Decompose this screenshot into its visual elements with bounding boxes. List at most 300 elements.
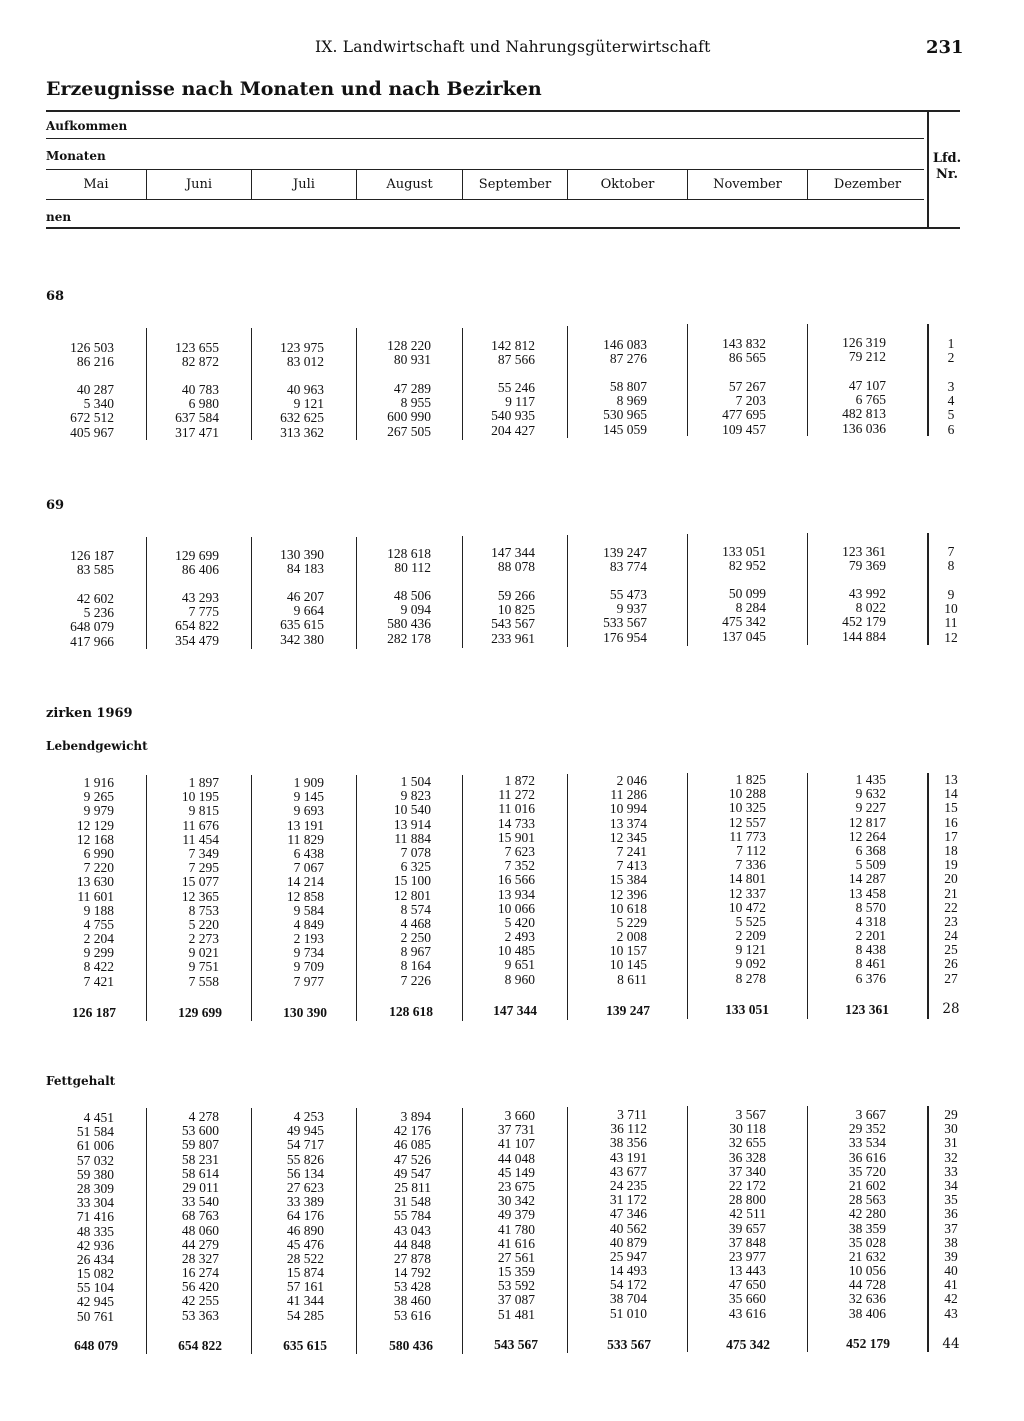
data-column-august: [357, 775, 431, 988]
total-mai: 648 079: [74, 1338, 118, 1353]
header-lfd: Lfd.: [932, 151, 962, 166]
cell: 13 458: [848, 885, 886, 901]
cell: 176 954: [603, 629, 647, 645]
cell: 12 365: [181, 888, 219, 904]
cell: 6 980: [188, 396, 219, 412]
data-column-juli: [252, 548, 324, 576]
cell: 86 216: [76, 354, 114, 370]
row-number: 15: [944, 800, 958, 816]
cell: 2 201: [855, 928, 886, 944]
cell: 123 655: [175, 340, 219, 355]
cell: 54 717: [286, 1137, 324, 1153]
row-number: 3: [947, 379, 955, 394]
cell: 42 176: [393, 1123, 431, 1139]
cell: 13 934: [497, 886, 535, 902]
cell: 28 522: [286, 1250, 324, 1266]
cell: 2 493: [504, 929, 535, 945]
cell: 39 657: [728, 1220, 766, 1236]
cell: 1 825: [735, 772, 766, 787]
cell: 2 008: [616, 929, 647, 945]
data-column-juni: [147, 341, 219, 369]
cell: 14 801: [728, 871, 766, 887]
cell: 68 763: [181, 1208, 219, 1224]
cell: 35 028: [848, 1234, 886, 1250]
cell: 41 616: [497, 1235, 535, 1251]
cell: 8 969: [616, 393, 647, 409]
cell: 29 011: [182, 1179, 219, 1195]
cell: 8 164: [400, 958, 431, 974]
month-header-mai: Mai: [83, 177, 109, 192]
cell: 475 342: [722, 614, 766, 630]
running-title: IX. Landwirtschaft und Nahrungsgüterwirtschaft: [315, 38, 711, 56]
cell: 4 849: [293, 916, 324, 932]
cell: 53 428: [393, 1279, 431, 1295]
cell: 2 209: [735, 928, 766, 944]
cell: 12 858: [286, 888, 324, 904]
sub-label-fettgehalt: Fettgehalt: [46, 1074, 116, 1088]
cell: 14 792: [393, 1265, 431, 1281]
data-column-oktober: [568, 338, 647, 366]
cell: 8 438: [855, 942, 886, 958]
cell: 7 352: [504, 858, 535, 874]
lfd-column: [936, 773, 966, 986]
row-number: 17: [944, 828, 958, 844]
cell: 11 454: [182, 831, 219, 847]
cell: 147 344: [491, 545, 535, 560]
section-label-bezirke: zirken 1969: [46, 706, 133, 721]
cell: 27 561: [497, 1249, 535, 1265]
cell: 9 734: [293, 945, 324, 961]
data-column-dezember: [808, 1108, 886, 1321]
cell: 15 359: [497, 1264, 535, 1280]
cell: 58 807: [609, 379, 647, 394]
cell: 7 775: [188, 604, 219, 620]
total-august: 128 618: [389, 1004, 433, 1019]
cell: 31 548: [393, 1194, 431, 1210]
lfd-column: [936, 588, 966, 645]
cell: 452 179: [842, 614, 886, 630]
cell: 9 693: [293, 803, 324, 819]
row-number: 20: [944, 871, 958, 887]
lfd-column: [936, 545, 966, 573]
cell: 42 511: [729, 1206, 766, 1222]
cell: 144 884: [842, 628, 886, 644]
header-nr: Nr.: [935, 167, 959, 182]
row-number: 5: [947, 407, 955, 423]
cell: 47 346: [609, 1206, 647, 1222]
cell: 55 473: [609, 587, 647, 602]
cell: 38 359: [848, 1220, 886, 1236]
data-column-november: [688, 773, 766, 986]
total-juni: 654 822: [178, 1338, 222, 1353]
cell: 42 280: [848, 1206, 886, 1222]
cell: 580 436: [387, 616, 431, 632]
cell: 49 945: [286, 1123, 324, 1139]
cell: 126 319: [842, 335, 886, 350]
cell: 10 825: [497, 602, 535, 618]
data-column-september: [463, 589, 535, 646]
cell: 3 894: [400, 1109, 431, 1124]
cell: 80 931: [393, 352, 431, 368]
cell: 83 012: [286, 354, 324, 370]
row-number: 44: [942, 1336, 960, 1352]
cell: 16 274: [181, 1265, 219, 1281]
cell: 54 285: [286, 1307, 324, 1323]
cell: 40 562: [609, 1220, 647, 1236]
cell: 41 780: [497, 1221, 535, 1237]
cell: 129 699: [175, 548, 219, 563]
cell: 136 036: [842, 420, 886, 436]
data-column-juli: [252, 1110, 324, 1323]
row-number: 40: [944, 1263, 958, 1279]
cell: 9 709: [293, 959, 324, 975]
total-november: 133 051: [725, 1002, 769, 1017]
cell: 11 829: [287, 831, 324, 847]
cell: 58 614: [181, 1165, 219, 1181]
cell: 482 813: [842, 406, 886, 422]
data-column-juli: [252, 383, 324, 440]
cell: 6 438: [293, 845, 324, 861]
row-number: 16: [944, 814, 958, 830]
cell: 10 472: [728, 899, 766, 915]
cell: 16 566: [497, 872, 535, 888]
total-juli: 130 390: [283, 1005, 327, 1020]
cell: 2 204: [83, 931, 114, 947]
total-mai: 126 187: [72, 1005, 116, 1020]
cell: 32 636: [848, 1291, 886, 1307]
month-header-juli: Juli: [293, 177, 315, 192]
cell: 21 602: [848, 1177, 886, 1193]
cell: 53 600: [181, 1123, 219, 1139]
data-column-juni: [147, 1110, 219, 1323]
cell: 1 872: [504, 773, 535, 788]
cell: 15 384: [609, 872, 647, 888]
cell: 47 650: [728, 1277, 766, 1293]
data-column-mai: [46, 1111, 114, 1324]
cell: 7 623: [504, 843, 535, 859]
cell: 23 675: [497, 1178, 535, 1194]
cell: 83 585: [76, 562, 114, 578]
data-column-dezember: [808, 545, 886, 573]
row-number: 33: [944, 1163, 958, 1179]
section-label-69: 69: [46, 498, 65, 513]
cell: 10 485: [497, 943, 535, 959]
month-header-september: September: [478, 177, 552, 192]
cell: 53 616: [393, 1307, 431, 1323]
cell: 9 021: [188, 945, 219, 961]
header-monaten: Monaten: [46, 149, 106, 163]
cell: 40 879: [609, 1234, 647, 1250]
cell: 317 471: [175, 424, 219, 440]
cell: 204 427: [491, 422, 535, 438]
cell: 7 977: [293, 973, 324, 989]
cell: 44 048: [497, 1150, 535, 1166]
data-column-oktober: [568, 588, 647, 645]
cell: 7 421: [83, 973, 114, 989]
cell: 15 100: [393, 873, 431, 889]
cell: 8 967: [400, 944, 431, 960]
cell: 28 309: [76, 1180, 114, 1196]
cell: 6 765: [855, 392, 886, 408]
row-number: 29: [944, 1107, 958, 1122]
cell: 2 273: [188, 931, 219, 947]
cell: 9 117: [505, 394, 535, 410]
lfd-rule: [927, 1106, 929, 1352]
row-number: 27: [944, 970, 958, 986]
row-number: 10: [944, 601, 958, 617]
data-column-juli: [252, 590, 324, 647]
cell: 56 134: [286, 1165, 324, 1181]
row-number: 22: [944, 899, 958, 915]
cell: 47 107: [848, 378, 886, 393]
cell: 10 066: [497, 900, 535, 916]
total-august: 580 436: [389, 1338, 433, 1353]
row-number: 31: [944, 1135, 958, 1151]
cell: 51 584: [76, 1124, 114, 1140]
cell: 7 349: [188, 845, 219, 861]
data-column-september: [463, 339, 535, 367]
cell: 12 264: [848, 828, 886, 844]
cell: 6 368: [855, 842, 886, 858]
cell: 45 476: [286, 1236, 324, 1252]
cell: 3 711: [617, 1107, 647, 1122]
cell: 10 195: [181, 789, 219, 805]
cell: 14 287: [848, 871, 886, 887]
cell: 53 363: [181, 1307, 219, 1323]
cell: 9 227: [855, 800, 886, 816]
cell: 87 276: [609, 351, 647, 367]
month-header-november: November: [713, 177, 782, 192]
cell: 24 235: [609, 1177, 647, 1193]
cell: 28 563: [848, 1192, 886, 1208]
cell: 45 149: [497, 1164, 535, 1180]
cell: 10 994: [609, 801, 647, 817]
cell: 4 253: [293, 1109, 324, 1124]
cell: 8 422: [83, 959, 114, 975]
cell: 146 083: [603, 337, 647, 352]
cell: 233 961: [491, 630, 535, 646]
cell: 7 112: [736, 842, 766, 858]
cell: 50 761: [76, 1308, 114, 1324]
cell: 14 493: [609, 1263, 647, 1279]
cell: 83 774: [609, 559, 647, 575]
cell: 145 059: [603, 421, 647, 437]
cell: 14 214: [286, 874, 324, 890]
cell: 15 901: [497, 829, 535, 845]
cell: 8 284: [735, 600, 766, 616]
cell: 42 936: [76, 1237, 114, 1253]
cell: 4 278: [188, 1109, 219, 1124]
cell: 58 231: [181, 1151, 219, 1167]
cell: 57 267: [728, 379, 766, 394]
data-column-august: [357, 547, 431, 575]
cell: 41 107: [497, 1136, 535, 1152]
header-rule-1: [46, 138, 924, 139]
header-rule-2: [46, 169, 924, 170]
cell: 42 255: [181, 1293, 219, 1309]
cell: 137 045: [722, 628, 766, 644]
month-header-august: August: [386, 177, 433, 192]
cell: 540 935: [491, 408, 535, 424]
data-column-juli: [252, 776, 324, 989]
cell: 44 728: [848, 1277, 886, 1293]
row-number: 28: [942, 1001, 960, 1017]
cell: 8 570: [855, 899, 886, 915]
header-top-rule: [46, 110, 960, 112]
cell: 47 289: [393, 381, 431, 396]
total-juli: 635 615: [283, 1338, 327, 1353]
cell: 36 616: [848, 1149, 886, 1165]
total-september: 147 344: [493, 1003, 537, 1018]
cell: 9 188: [83, 902, 114, 918]
cell: 57 032: [76, 1152, 114, 1168]
cell: 4 755: [83, 916, 114, 932]
header-bottom-rule: [46, 227, 960, 229]
month-header-dezember: Dezember: [833, 177, 902, 192]
cell: 9 121: [735, 942, 766, 958]
cell: 5 420: [504, 914, 535, 930]
row-number: 32: [944, 1149, 958, 1165]
cell: 12 337: [728, 885, 766, 901]
cell: 38 406: [848, 1305, 886, 1321]
cell: 8 574: [400, 901, 431, 917]
row-number: 34: [944, 1177, 958, 1193]
cell: 59 807: [181, 1137, 219, 1153]
cell: 33 534: [848, 1135, 886, 1151]
cell: 9 815: [188, 803, 219, 819]
cell: 44 279: [181, 1236, 219, 1252]
data-column-september: [463, 774, 535, 987]
cell: 28 327: [181, 1250, 219, 1266]
lfd-column: [936, 380, 966, 437]
row-number: 4: [947, 393, 955, 409]
cell: 530 965: [603, 407, 647, 423]
cell: 142 812: [491, 338, 535, 353]
cell: 354 479: [175, 632, 219, 648]
page-title: Erzeugnisse nach Monaten und nach Bezirken: [46, 78, 542, 100]
cell: 82 872: [181, 354, 219, 370]
cell: 29 352: [848, 1121, 886, 1137]
cell: 313 362: [280, 424, 324, 440]
row-number: 24: [944, 928, 958, 944]
cell: 7 220: [83, 860, 114, 876]
data-column-dezember: [808, 336, 886, 364]
cell: 6 376: [855, 970, 886, 986]
cell: 40 963: [286, 382, 324, 397]
cell: 7 413: [616, 858, 647, 874]
cell: 3 660: [504, 1108, 535, 1123]
cell: 51 481: [497, 1306, 535, 1322]
row-number: 39: [944, 1248, 958, 1264]
cell: 133 051: [722, 544, 766, 559]
cell: 9 823: [400, 788, 431, 804]
cell: 417 966: [70, 633, 114, 649]
cell: 88 078: [497, 559, 535, 575]
cell: 8 022: [855, 600, 886, 616]
cell: 40 287: [76, 382, 114, 397]
cell: 9 979: [83, 803, 114, 819]
cell: 5 229: [616, 914, 647, 930]
cell: 5 236: [83, 605, 114, 621]
data-column-dezember: [808, 773, 886, 986]
cell: 71 416: [76, 1209, 114, 1225]
row-number: 12: [944, 629, 958, 645]
cell: 43 616: [728, 1305, 766, 1321]
cell: 10 288: [728, 786, 766, 802]
cell: 43 191: [609, 1149, 647, 1165]
cell: 632 625: [280, 410, 324, 426]
cell: 13 443: [728, 1263, 766, 1279]
cell: 126 187: [70, 548, 114, 563]
cell: 48 335: [76, 1223, 114, 1239]
cell: 13 191: [286, 817, 324, 833]
cell: 12 801: [393, 887, 431, 903]
header-rule-3: [46, 199, 924, 200]
cell: 54 172: [609, 1277, 647, 1293]
cell: 4 318: [855, 913, 886, 929]
cell: 79 369: [848, 558, 886, 574]
data-column-oktober: [568, 1108, 647, 1321]
cell: 59 380: [76, 1166, 114, 1182]
total-oktober: 139 247: [606, 1003, 650, 1018]
lfd-rule: [927, 324, 929, 436]
cell: 7 067: [293, 860, 324, 876]
cell: 55 246: [497, 380, 535, 395]
cell: 12 396: [609, 886, 647, 902]
cell: 126 503: [70, 340, 114, 355]
data-column-august: [357, 339, 431, 367]
cell: 12 817: [848, 814, 886, 830]
cell: 86 406: [181, 562, 219, 578]
row-number: 21: [944, 885, 958, 901]
row-number: 36: [944, 1206, 958, 1222]
cell: 123 361: [842, 544, 886, 559]
cell: 25 947: [609, 1248, 647, 1264]
data-column-mai: [46, 383, 114, 440]
cell: 55 104: [76, 1280, 114, 1296]
data-column-august: [357, 1110, 431, 1323]
cell: 11 676: [182, 817, 219, 833]
cell: 27 623: [286, 1179, 324, 1195]
total-dezember: 123 361: [845, 1002, 889, 1017]
month-header-oktober: Oktober: [600, 177, 655, 192]
data-column-oktober: [568, 546, 647, 574]
cell: 9 265: [83, 789, 114, 805]
cell: 82 952: [728, 558, 766, 574]
row-number: 41: [944, 1277, 958, 1293]
cell: 648 079: [70, 619, 114, 635]
cell: 33 389: [286, 1194, 324, 1210]
cell: 13 630: [76, 874, 114, 890]
data-column-oktober: [568, 380, 647, 437]
cell: 3 667: [855, 1107, 886, 1122]
row-number: 18: [944, 842, 958, 858]
cell: 37 731: [497, 1122, 535, 1138]
cell: 2 250: [400, 930, 431, 946]
row-number: 1: [947, 336, 955, 351]
cell: 6 325: [400, 859, 431, 875]
page-number: 231: [926, 37, 964, 58]
cell: 12 557: [728, 814, 766, 830]
cell: 36 112: [610, 1121, 647, 1137]
row-number: 38: [944, 1234, 958, 1250]
cell: 3 567: [735, 1107, 766, 1122]
cell: 64 176: [286, 1208, 324, 1224]
data-column-juni: [147, 591, 219, 648]
data-column-mai: [46, 341, 114, 369]
cell: 49 547: [393, 1165, 431, 1181]
cell: 143 832: [722, 336, 766, 351]
